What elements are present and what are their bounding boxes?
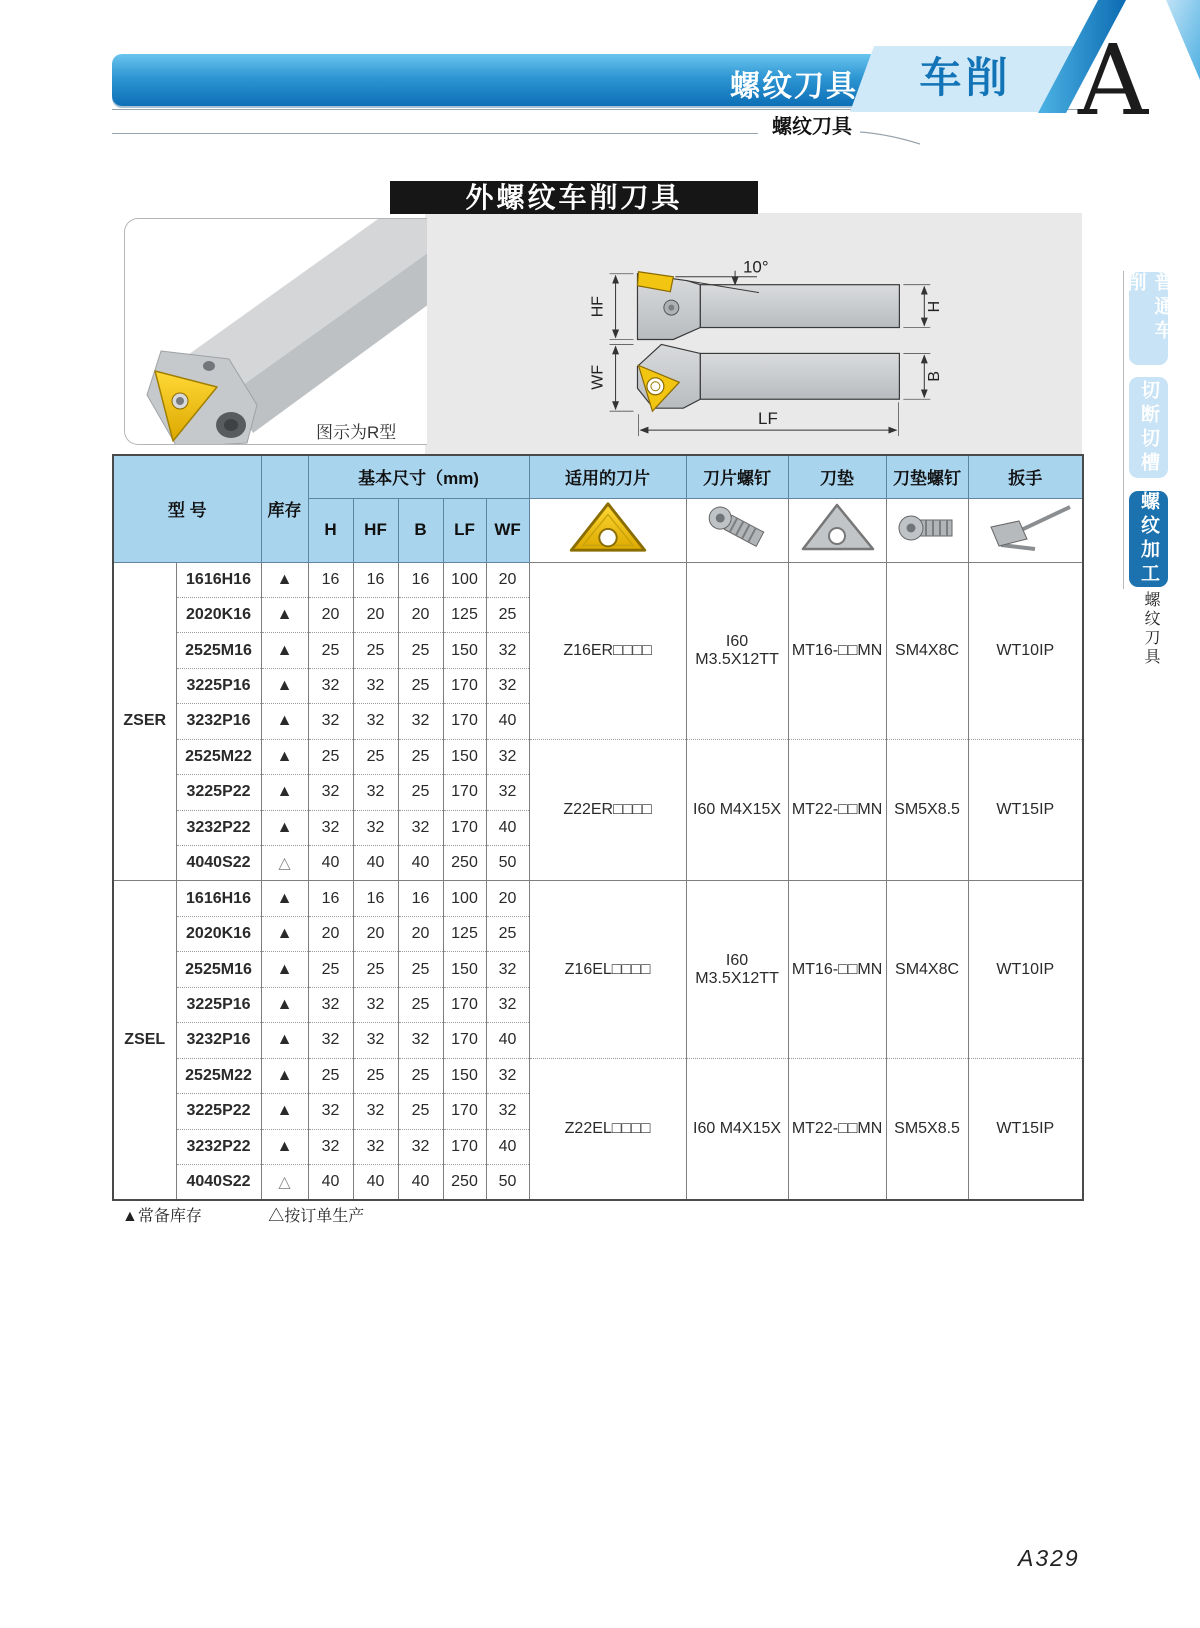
h-cell: 32 <box>308 1094 353 1129</box>
group-label-cell: ZSEL <box>113 881 176 1200</box>
header-banner <box>112 54 880 106</box>
lf-cell: 150 <box>443 633 486 668</box>
legend-made-to-order: △按订单生产 <box>268 1208 365 1225</box>
hf-cell: 20 <box>353 916 398 951</box>
lf-cell: 250 <box>443 1164 486 1199</box>
wf-cell: 25 <box>486 597 529 632</box>
lf-cell: 170 <box>443 810 486 845</box>
wf-cell: 20 <box>486 881 529 916</box>
head-screw-hole <box>203 361 215 371</box>
h-cell: 16 <box>308 881 353 916</box>
dimension-diagram <box>425 213 1082 454</box>
stock-cell: △ <box>261 1164 308 1199</box>
h-cell: 32 <box>308 810 353 845</box>
b-cell: 32 <box>398 810 443 845</box>
button-screw-icon <box>892 499 962 557</box>
th-dim-lf: LF <box>443 498 486 562</box>
b-cell: 25 <box>398 1094 443 1129</box>
wf-cell: 40 <box>486 704 529 739</box>
sidebar-tab-label: 切断切槽 <box>1138 379 1159 476</box>
wf-cell: 32 <box>486 775 529 810</box>
hf-cell: 20 <box>353 597 398 632</box>
tool-photo-illustration <box>125 219 427 445</box>
lf-cell: 250 <box>443 846 486 881</box>
top-view-shank <box>700 285 899 328</box>
hf-cell: 40 <box>353 846 398 881</box>
model-cell: 2525M16 <box>176 952 261 987</box>
lf-cell: 125 <box>443 597 486 632</box>
wf-label: WF <box>589 364 607 390</box>
stock-cell: ▲ <box>261 881 308 916</box>
lf-label: LF <box>758 409 778 429</box>
page-number: A329 <box>1018 1545 1080 1571</box>
model-cell: 2020K16 <box>176 597 261 632</box>
b-cell: 20 <box>398 597 443 632</box>
b-cell: 40 <box>398 846 443 881</box>
wf-cell: 32 <box>486 1058 529 1093</box>
model-cell: 4040S22 <box>176 846 261 881</box>
hf-cell: 32 <box>353 810 398 845</box>
th-model: 型 号 <box>113 455 261 562</box>
insert-image-cell <box>529 498 686 562</box>
model-cell: 3225P22 <box>176 1094 261 1129</box>
hf-cell: 25 <box>353 739 398 774</box>
tool-photo <box>124 218 427 445</box>
table-row <box>113 1058 1083 1093</box>
b-cell: 16 <box>398 562 443 597</box>
h-cell: 25 <box>308 739 353 774</box>
stock-cell: ▲ <box>261 952 308 987</box>
model-cell: 3232P16 <box>176 704 261 739</box>
b-label: B <box>926 371 944 382</box>
th-shim-screw: 刀垫螺钉 <box>886 455 968 498</box>
th-dim-h: H <box>308 498 353 562</box>
stock-cell: ▲ <box>261 562 308 597</box>
hf-cell: 32 <box>353 775 398 810</box>
b-cell: 16 <box>398 881 443 916</box>
stock-cell: ▲ <box>261 597 308 632</box>
model-cell: 2525M16 <box>176 633 261 668</box>
shim-screw-spec-cell: SM4X8C <box>886 562 968 739</box>
model-cell: 3225P16 <box>176 987 261 1022</box>
hf-cell: 25 <box>353 633 398 668</box>
th-dim-b: B <box>398 498 443 562</box>
lf-cell: 150 <box>443 1058 486 1093</box>
model-cell: 3225P16 <box>176 668 261 703</box>
wf-cell: 32 <box>486 739 529 774</box>
wf-cell: 32 <box>486 987 529 1022</box>
model-cell: 3232P22 <box>176 810 261 845</box>
wf-cell: 32 <box>486 952 529 987</box>
wf-cell: 50 <box>486 846 529 881</box>
h-cell: 32 <box>308 668 353 703</box>
insert-screw-spec-cell: I60 M3.5X12TT <box>686 881 788 1058</box>
lf-cell: 100 <box>443 881 486 916</box>
insert-spec-cell: Z16EL□□□□ <box>529 881 686 1058</box>
hf-cell: 16 <box>353 881 398 916</box>
th-stock: 库存 <box>261 455 308 562</box>
insert-screw-image-cell <box>686 498 788 562</box>
model-cell: 1616H16 <box>176 562 261 597</box>
stock-legend <box>122 1203 426 1226</box>
wf-cell: 25 <box>486 916 529 951</box>
b-cell: 32 <box>398 1129 443 1164</box>
stock-cell: ▲ <box>261 775 308 810</box>
hf-cell: 32 <box>353 1129 398 1164</box>
th-dims-group: 基本尺寸（mm) <box>308 455 529 498</box>
th-wrench: 扳手 <box>968 455 1083 498</box>
group-label-cell: ZSER <box>113 562 176 881</box>
threading-insert-icon <box>562 499 654 557</box>
stock-cell: ▲ <box>261 916 308 951</box>
legend-in-stock: ▲常备库存 <box>122 1208 202 1225</box>
lf-cell: 170 <box>443 1023 486 1058</box>
lf-cell: 170 <box>443 704 486 739</box>
wf-cell: 32 <box>486 633 529 668</box>
th-dim-hf: HF <box>353 498 398 562</box>
wf-cell: 32 <box>486 668 529 703</box>
hf-cell: 32 <box>353 1094 398 1129</box>
model-cell: 3232P22 <box>176 1129 261 1164</box>
wrench-spec-cell: WT10IP <box>968 562 1083 739</box>
b-cell: 40 <box>398 1164 443 1199</box>
photo-clamp-screw-center <box>224 419 238 431</box>
sidebar-tab-general-turning[interactable] <box>1124 272 1173 365</box>
shim-screw-spec-cell: SM5X8.5 <box>886 739 968 881</box>
wrench-spec-cell: WT15IP <box>968 739 1083 881</box>
shim-plate-icon <box>795 499 879 557</box>
table-row <box>113 739 1083 774</box>
stock-cell: ▲ <box>261 704 308 739</box>
h-cell: 16 <box>308 562 353 597</box>
bottom-view-shank <box>700 353 899 399</box>
h-cell: 40 <box>308 846 353 881</box>
torx-screw-icon <box>697 499 777 557</box>
sidebar-tab-label: 普通车削 <box>1124 272 1173 344</box>
th-insert-screw: 刀片螺钉 <box>686 455 788 498</box>
lf-cell: 150 <box>443 739 486 774</box>
header-rule-tail <box>858 126 928 148</box>
stock-cell: ▲ <box>261 668 308 703</box>
h-cell: 32 <box>308 704 353 739</box>
h-cell: 25 <box>308 1058 353 1093</box>
hf-cell: 16 <box>353 562 398 597</box>
stock-cell: ▲ <box>261 810 308 845</box>
stock-cell: ▲ <box>261 1023 308 1058</box>
spec-table <box>112 454 1084 1201</box>
banner-title: 螺纹刀具 <box>730 70 858 103</box>
lf-cell: 170 <box>443 1094 486 1129</box>
torx-wrench-icon <box>975 499 1075 557</box>
h-cell: 25 <box>308 952 353 987</box>
h-label: H <box>926 300 944 313</box>
sidebar-tab-label: 螺纹加工 <box>1138 491 1159 587</box>
h-cell: 20 <box>308 597 353 632</box>
photo-insert-screw <box>176 397 184 405</box>
model-cell: 2525M22 <box>176 1058 261 1093</box>
hf-cell: 40 <box>353 1164 398 1199</box>
shim-image-cell <box>788 498 886 562</box>
sidebar-caption: 螺纹刀具 <box>1142 591 1159 667</box>
h-cell: 32 <box>308 1129 353 1164</box>
b-cell: 25 <box>398 952 443 987</box>
stock-cell: ▲ <box>261 987 308 1022</box>
b-cell: 25 <box>398 1058 443 1093</box>
corner-wedge-icon <box>1166 0 1200 80</box>
shim-spec-cell: MT22-□□MN <box>788 739 886 881</box>
stock-cell: △ <box>261 846 308 881</box>
b-cell: 25 <box>398 739 443 774</box>
h-cell: 32 <box>308 775 353 810</box>
insert-screw-spec-cell: I60 M4X15X <box>686 1058 788 1200</box>
wrench-spec-cell: WT15IP <box>968 1058 1083 1200</box>
shim-spec-cell: MT16-□□MN <box>788 562 886 739</box>
header-subtitle: 螺纹刀具 <box>772 116 852 138</box>
wf-cell: 20 <box>486 562 529 597</box>
hf-cell: 25 <box>353 1058 398 1093</box>
model-cell: 3232P16 <box>176 1023 261 1058</box>
category-label: 车削 <box>919 54 1012 101</box>
model-cell: 4040S22 <box>176 1164 261 1199</box>
stock-cell: ▲ <box>261 1094 308 1129</box>
shim-spec-cell: MT16-□□MN <box>788 881 886 1058</box>
b-cell: 32 <box>398 704 443 739</box>
stock-cell: ▲ <box>261 1129 308 1164</box>
table-row <box>113 881 1083 916</box>
stock-cell: ▲ <box>261 739 308 774</box>
h-cell: 32 <box>308 1023 353 1058</box>
clamp-screw-center <box>668 305 674 311</box>
lf-cell: 170 <box>443 1129 486 1164</box>
stock-cell: ▲ <box>261 633 308 668</box>
insert-screw-spec-cell: I60 M4X15X <box>686 739 788 881</box>
table-row <box>113 562 1083 597</box>
diagram-panel <box>425 213 1082 454</box>
b-cell: 25 <box>398 775 443 810</box>
hf-cell: 32 <box>353 704 398 739</box>
model-cell: 3225P22 <box>176 775 261 810</box>
h-cell: 40 <box>308 1164 353 1199</box>
stock-cell: ▲ <box>261 1058 308 1093</box>
wf-cell: 32 <box>486 1094 529 1129</box>
b-cell: 25 <box>398 633 443 668</box>
wf-cell: 50 <box>486 1164 529 1199</box>
header-rule-bottom <box>112 133 758 134</box>
lf-cell: 170 <box>443 668 486 703</box>
lf-cell: 100 <box>443 562 486 597</box>
b-cell: 20 <box>398 916 443 951</box>
insert-spec-cell: Z22EL□□□□ <box>529 1058 686 1200</box>
section-title: 外螺纹车削刀具 <box>390 181 758 214</box>
b-cell: 25 <box>398 987 443 1022</box>
b-cell: 32 <box>398 1023 443 1058</box>
hf-cell: 32 <box>353 668 398 703</box>
photo-caption: 图示为R型 <box>316 423 397 442</box>
th-insert: 适用的刀片 <box>529 455 686 498</box>
sidebar-tab-parting-grooving[interactable] <box>1129 377 1168 478</box>
wf-cell: 40 <box>486 1129 529 1164</box>
hf-cell: 32 <box>353 987 398 1022</box>
sidebar-tab-threading[interactable] <box>1129 491 1168 587</box>
insert-spec-cell: Z16ER□□□□ <box>529 562 686 739</box>
h-cell: 20 <box>308 916 353 951</box>
model-cell: 2020K16 <box>176 916 261 951</box>
insert-spec-cell: Z22ER□□□□ <box>529 739 686 881</box>
lf-cell: 170 <box>443 775 486 810</box>
model-cell: 2525M22 <box>176 739 261 774</box>
lf-cell: 150 <box>443 952 486 987</box>
wrench-image-cell <box>968 498 1083 562</box>
insert-screw-spec-cell: I60 M3.5X12TT <box>686 562 788 739</box>
b-cell: 25 <box>398 668 443 703</box>
lf-cell: 170 <box>443 987 486 1022</box>
shim-screw-image-cell <box>886 498 968 562</box>
th-shim: 刀垫 <box>788 455 886 498</box>
hf-cell: 25 <box>353 952 398 987</box>
th-dim-wf: WF <box>486 498 529 562</box>
model-cell: 1616H16 <box>176 881 261 916</box>
hf-label: HF <box>589 295 607 318</box>
hf-cell: 32 <box>353 1023 398 1058</box>
angle-label: 10° <box>743 257 769 277</box>
wf-cell: 40 <box>486 1023 529 1058</box>
wrench-spec-cell: WT10IP <box>968 881 1083 1058</box>
wf-cell: 40 <box>486 810 529 845</box>
h-cell: 25 <box>308 633 353 668</box>
shim-spec-cell: MT22-□□MN <box>788 1058 886 1200</box>
lf-cell: 125 <box>443 916 486 951</box>
shim-screw-spec-cell: SM5X8.5 <box>886 1058 968 1200</box>
insert-hole <box>647 378 664 395</box>
h-cell: 32 <box>308 987 353 1022</box>
shim-screw-spec-cell: SM4X8C <box>886 881 968 1058</box>
section-letter: A <box>1078 24 1149 137</box>
